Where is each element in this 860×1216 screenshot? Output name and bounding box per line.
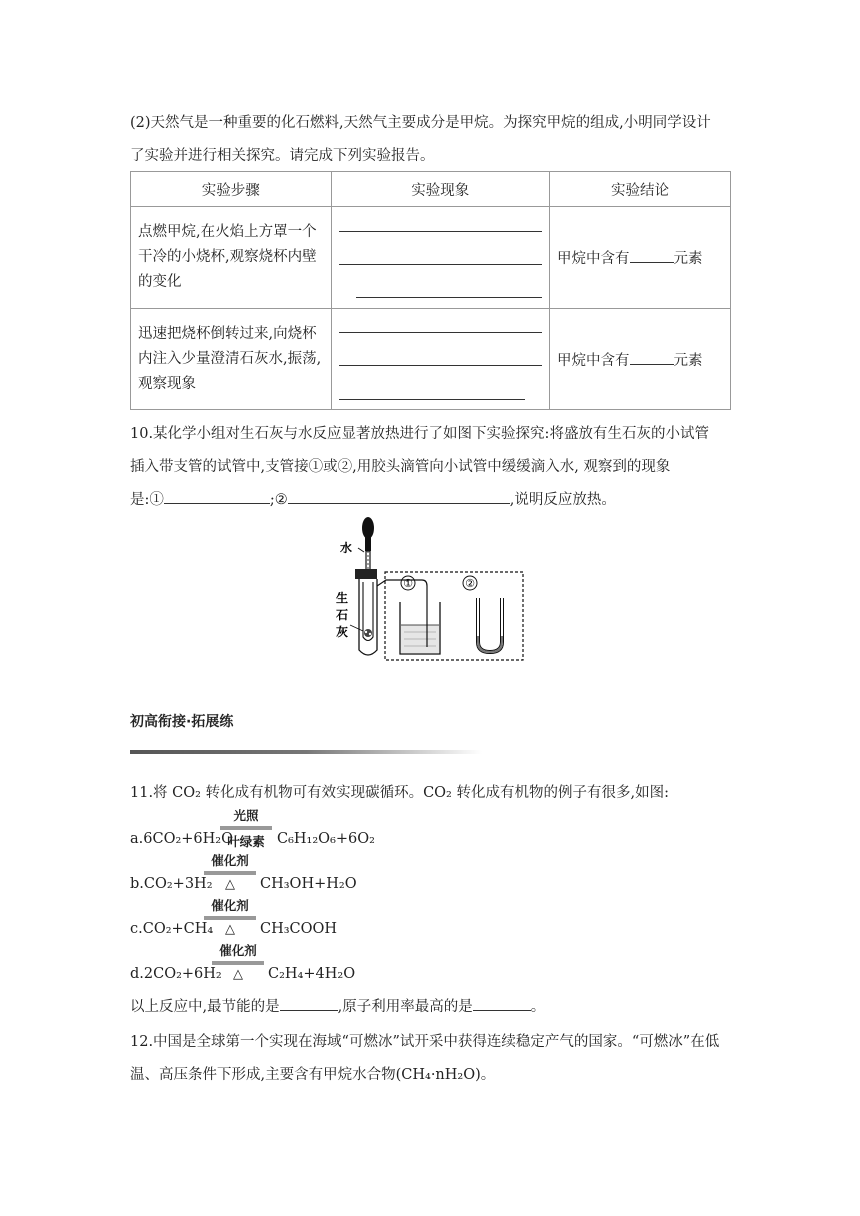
row1-phenomena-answer-line-1[interactable] <box>339 231 542 232</box>
reaction-a-right: C₆H₁₂O₆+6O₂ <box>277 831 375 847</box>
reaction-a-left: a.6CO₂+6H₂O <box>130 831 233 847</box>
reaction-a-arrow-bar <box>220 826 272 830</box>
row2-phenomena-answer-line-2[interactable] <box>339 365 542 366</box>
reaction-b-right: CH₃OH+H₂O <box>260 876 357 892</box>
reaction-d-right: C₂H₄+4H₂O <box>268 966 356 982</box>
q12-text-line2: 温、高压条件下形成,主要含有甲烷水合物(CH₄·nH₂O)。 <box>130 1067 496 1083</box>
reaction-d-arrow-bar <box>212 961 264 965</box>
reaction-d-cond-top: 催化剂 <box>219 943 257 958</box>
table-row1-conclusion <box>550 207 731 309</box>
reaction-c-arrow-bar <box>204 916 256 920</box>
option-2-marker: ② <box>465 577 475 590</box>
reaction-b-heat-icon: △ <box>225 877 235 892</box>
reaction-b-left: b.CO₂+3H₂ <box>130 876 213 892</box>
reaction-b-cond-top: 催化剂 <box>211 853 249 868</box>
q10-mid: ;② <box>269 492 288 508</box>
table-row2-phenomena-cell[interactable] <box>331 309 549 410</box>
reaction-d-condition <box>212 941 264 982</box>
row1-phenomena-answer-line-3[interactable] <box>356 297 542 298</box>
table-header-conclusion: 实验结论 <box>550 172 731 207</box>
row2-conclusion-suffix: 元素 <box>673 352 703 369</box>
row1-conclusion-prefix: 甲烷中含有 <box>557 251 630 267</box>
row2-conclusion-prefix: 甲烷中含有 <box>557 352 630 369</box>
reaction-b-condition <box>204 851 256 892</box>
q11-blank-atom-economy[interactable] <box>473 996 531 1011</box>
q10-blank-2[interactable] <box>288 489 510 504</box>
lime-label-2: 石 <box>336 608 349 622</box>
reaction-b-arrow-bar <box>204 871 256 875</box>
reaction-c-left: c.CO₂+CH₄ <box>130 921 214 937</box>
q10-text-line2: 插入带支管的试管中,支管接①或②,用胶头滴管向小试管中缓缓滴入水, 观察到的现象 <box>130 459 671 475</box>
row2-phenomena-answer-line-3[interactable] <box>339 399 525 400</box>
table-row2-conclusion <box>550 309 731 410</box>
row1-conclusion-suffix: 元素 <box>673 251 703 267</box>
row1-phenomena-answer-line-2[interactable] <box>339 264 542 265</box>
q10-prefix: 是:① <box>130 492 164 508</box>
table-header-phenomena: 实验现象 <box>331 172 549 207</box>
reaction-d-heat-icon: △ <box>233 967 243 982</box>
q12-text-line1: 12.中国是全球第一个实现在海域“可燃冰”试开采中获得连续稳定产气的国家。“可燃冰”在低 <box>130 1034 720 1050</box>
q9-text-line2: 了实验并进行相关探究。请完成下列实验报告。 <box>130 148 435 164</box>
q11-intro: 11.将 CO₂ 转化成有机物可有效实现碳循环。CO₂ 转化成有机物的例子有很多,如图: <box>130 785 669 801</box>
q11-question-a: 以上反应中,最节能的是 <box>130 999 280 1015</box>
q10-blank-1[interactable] <box>164 489 270 504</box>
q10-suffix: ,说明反应放热。 <box>509 492 616 508</box>
reaction-a-cond-top: 光照 <box>233 808 259 823</box>
quicklime-granules <box>364 629 372 637</box>
q10-text-line3 <box>130 488 616 509</box>
q11-question-b: ,原子利用率最高的是 <box>337 999 473 1015</box>
q10-text-line1: 10.某化学小组对生石灰与水反应显著放热进行了如图下实验探究:将盛放有生石灰的小试管 <box>130 426 709 442</box>
experiment-report-table <box>130 171 731 410</box>
section-divider <box>130 750 482 754</box>
row1-element-blank[interactable] <box>630 248 674 263</box>
q11-question-c: 。 <box>530 999 546 1015</box>
lime-label-1: 生 <box>336 591 349 605</box>
row2-phenomena-answer-line-1[interactable] <box>339 332 542 333</box>
reaction-c-condition <box>204 896 256 937</box>
dropper-bulb-icon <box>362 517 374 539</box>
reaction-d-left: d.2CO₂+6H₂ <box>130 966 222 982</box>
reaction-c-cond-top: 催化剂 <box>211 898 249 913</box>
water-label: 水 <box>340 541 353 555</box>
lime-water-apparatus-figure <box>330 512 530 664</box>
reaction-a-condition <box>220 806 272 850</box>
row2-element-blank[interactable] <box>630 350 674 365</box>
table-header-steps: 实验步骤 <box>131 172 332 207</box>
section-title: 初高衔接·拓展练 <box>130 714 234 730</box>
rubber-stopper <box>355 569 377 579</box>
lime-label-3: 灰 <box>336 625 349 639</box>
option-1-marker: ① <box>403 577 413 590</box>
table-row2-step: 迅速把烧杯倒转过来,向烧杯内注入少量澄清石灰水,振荡,观察现象 <box>131 309 332 410</box>
q11-question <box>130 995 545 1016</box>
table-row1-phenomena-cell[interactable] <box>331 207 549 309</box>
reaction-a-cond-bottom: 叶绿素 <box>227 834 265 849</box>
u-tube-icon <box>478 598 502 652</box>
reaction-c-heat-icon: △ <box>225 922 235 937</box>
table-row1-step: 点燃甲烷,在火焰上方罩一个干冷的小烧杯,观察烧杯内壁的变化 <box>131 207 332 309</box>
reaction-c-right: CH₃COOH <box>260 921 338 937</box>
q9-text-line1: (2)天然气是一种重要的化石燃料,天然气主要成分是甲烷。为探究甲烷的组成,小明同学设计 <box>130 115 711 131</box>
q11-blank-energy[interactable] <box>280 996 338 1011</box>
